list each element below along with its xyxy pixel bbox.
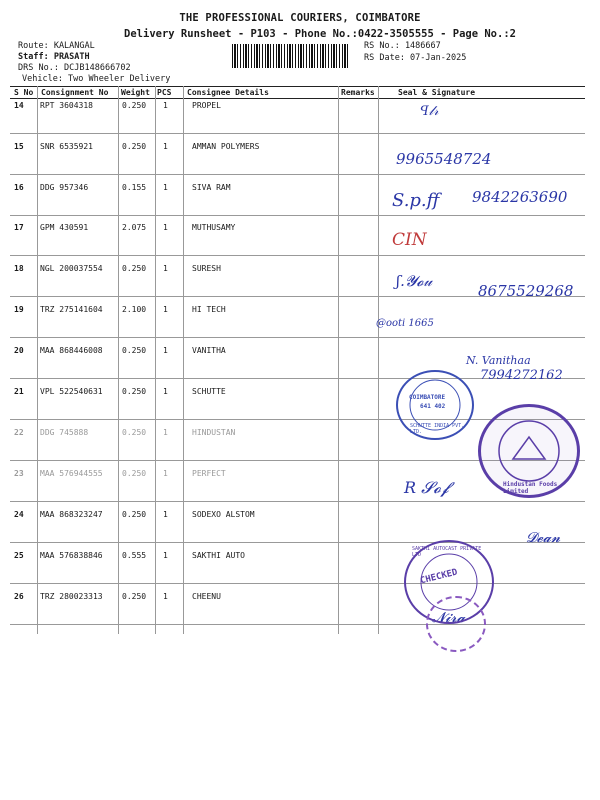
cell-sno: 14	[14, 101, 24, 110]
cell-consignment: MAA 868323247	[40, 510, 103, 519]
cell-pcs: 1	[163, 101, 168, 110]
cell-consignee: PROPEL	[192, 101, 221, 110]
schutte-seal	[396, 370, 474, 440]
cell-weight: 0.250	[122, 101, 147, 110]
col-header-remarks: Remarks	[341, 88, 375, 97]
table-row-rule	[10, 583, 585, 584]
col-divider	[338, 86, 339, 634]
cell-sno: 26	[14, 592, 24, 601]
cell-weight: 0.250	[122, 264, 147, 273]
rs-number: RS No.: 1486667	[364, 41, 441, 51]
table-row-rule	[10, 542, 585, 543]
seal-pin: 641 402	[420, 403, 446, 410]
signature: R 𝓢𝓸𝓯	[404, 478, 449, 497]
cell-consignee: SURESH	[192, 264, 221, 273]
table-row-rule	[10, 174, 585, 175]
cell-pcs: 1	[163, 592, 168, 601]
seal-city: COIMBATORE	[409, 394, 446, 401]
cell-weight: 0.250	[122, 510, 147, 519]
col-divider	[183, 86, 184, 634]
cell-sno: 16	[14, 183, 24, 192]
cell-weight: 2.100	[122, 305, 147, 314]
handwritten-note: @ooti 1665	[376, 318, 434, 329]
col-divider	[155, 86, 156, 634]
barcode-image	[232, 44, 350, 68]
cell-consignee: AMMAN POLYMERS	[192, 142, 260, 151]
cell-consignee: SIVA RAM	[192, 183, 231, 192]
cell-consignment: DDG 745888	[40, 428, 89, 437]
cell-consignment: MAA 576944555	[40, 469, 103, 478]
table-row-rule	[10, 133, 585, 134]
handwritten-phone: 8675529268	[478, 282, 574, 300]
seal-ring-text: SAKTHI AUTOCAST PRIVATE LTD	[412, 546, 482, 558]
cell-weight: 0.555	[122, 551, 147, 560]
col-header-weight: Weight	[121, 88, 150, 97]
cell-consignee: SCHUTTE	[192, 387, 226, 396]
cell-consignee: PERFECT	[192, 469, 226, 478]
cell-sno: 17	[14, 223, 24, 232]
cell-sno: 22	[14, 428, 24, 437]
cell-weight: 0.250	[122, 469, 147, 478]
cell-weight: 0.250	[122, 346, 147, 355]
signature: S.p.ff	[392, 190, 440, 211]
table-row-rule	[10, 215, 585, 216]
staff-label: Staff: PRASATH	[18, 52, 90, 62]
handwritten-phone: 9842263690	[472, 188, 568, 206]
table-row-rule	[10, 337, 585, 338]
cell-consignment: TRZ 275141604	[40, 305, 103, 314]
cell-consignment: DDG 957346	[40, 183, 89, 192]
cell-consignee: MUTHUSAMY	[192, 223, 236, 232]
cell-consignee: HI TECH	[192, 305, 226, 314]
cell-pcs: 1	[163, 223, 168, 232]
col-divider	[378, 86, 379, 634]
cell-weight: 0.250	[122, 592, 147, 601]
col-divider	[118, 86, 119, 634]
seal-ring-text: SCHUTTE INDIA PVT. LTD.	[410, 423, 465, 435]
cell-consignment: GPM 430591	[40, 223, 89, 232]
cell-pcs: 1	[163, 510, 168, 519]
signature: 𝓓𝓮𝓪𝓷	[526, 530, 561, 546]
handwritten-phone: 9965548724	[396, 150, 492, 168]
cell-consignment: RPT 3604318	[40, 101, 93, 110]
hindustan-seal	[478, 404, 580, 498]
cell-pcs: 1	[163, 428, 168, 437]
signature: ꟼ𝓁𝓇	[420, 104, 439, 119]
cell-weight: 0.250	[122, 142, 147, 151]
route-label: Route: KALANGAL	[18, 41, 95, 51]
cell-sno: 23	[14, 469, 24, 478]
col-header-consignee: Consignee Details	[187, 88, 269, 97]
cell-sno: 20	[14, 346, 24, 355]
cell-pcs: 1	[163, 346, 168, 355]
cell-pcs: 1	[163, 387, 168, 396]
col-divider	[37, 86, 38, 634]
cell-sno: 15	[14, 142, 24, 151]
rs-date: RS Date: 07-Jan-2025	[364, 53, 467, 63]
seal-center-text: CHECKED	[419, 567, 459, 587]
cell-pcs: 1	[163, 469, 168, 478]
col-header-consignment: Consignment No	[41, 88, 109, 97]
cell-consignment: TRZ 280023313	[40, 592, 103, 601]
cell-consignee: HINDUSTAN	[192, 428, 236, 437]
cell-sno: 25	[14, 551, 24, 560]
table-row-rule	[10, 501, 585, 502]
cell-consignee: SODEXO ALSTOM	[192, 510, 255, 519]
vehicle-label: Vehicle: Two Wheeler Delivery	[22, 74, 171, 84]
handwritten-phone: 7994272162	[480, 368, 563, 383]
cell-sno: 19	[14, 305, 24, 314]
seal-ring-text: Hindustan Foods Limited	[503, 481, 558, 495]
cell-pcs: 1	[163, 183, 168, 192]
cell-pcs: 1	[163, 551, 168, 560]
handwritten-name: N. Vanithaa	[466, 354, 531, 367]
cell-sno: 21	[14, 387, 24, 396]
drs-number: DRS No.: DCJB148666702	[18, 63, 131, 73]
cell-pcs: 1	[163, 142, 168, 151]
col-header-pcs: PCS	[157, 88, 172, 97]
cell-sno: 18	[14, 264, 24, 273]
cell-pcs: 1	[163, 305, 168, 314]
cell-sno: 24	[14, 510, 24, 519]
table-row-rule	[10, 255, 585, 256]
signature: 𝓝𝓲𝓻𝓪	[432, 610, 465, 626]
cell-weight: 0.250	[122, 428, 147, 437]
company-title: THE PROFESSIONAL COURIERS, COIMBATORE	[179, 12, 421, 24]
cell-consignment: VPL 522540631	[40, 387, 103, 396]
cell-consignment: NGL 200037554	[40, 264, 103, 273]
cell-weight: 0.155	[122, 183, 147, 192]
signature: ʃ.𝓨𝓸𝓊	[396, 272, 433, 290]
cell-consignment: MAA 868446008	[40, 346, 103, 355]
faint-seal	[426, 596, 486, 652]
handwritten-mark: CIN	[392, 230, 427, 250]
cell-consignee: SAKTHI AUTO	[192, 551, 245, 560]
cell-consignee: CHEENU	[192, 592, 221, 601]
table-row-rule	[10, 624, 585, 625]
col-header-seal: Seal & Signature	[398, 88, 476, 97]
cell-weight: 2.075	[122, 223, 147, 232]
table-header-rule	[10, 98, 585, 99]
cell-consignment: SNR 6535921	[40, 142, 93, 151]
cell-consignment: MAA 576838846	[40, 551, 103, 560]
cell-consignee: VANITHA	[192, 346, 226, 355]
cell-weight: 0.250	[122, 387, 147, 396]
col-header-sno: S No	[14, 88, 34, 97]
table-top-rule	[10, 86, 585, 87]
runsheet-subtitle: Delivery Runsheet - P103 - Phone No.:0422-3505555 - Page No.:2	[124, 28, 516, 40]
cell-pcs: 1	[163, 264, 168, 273]
